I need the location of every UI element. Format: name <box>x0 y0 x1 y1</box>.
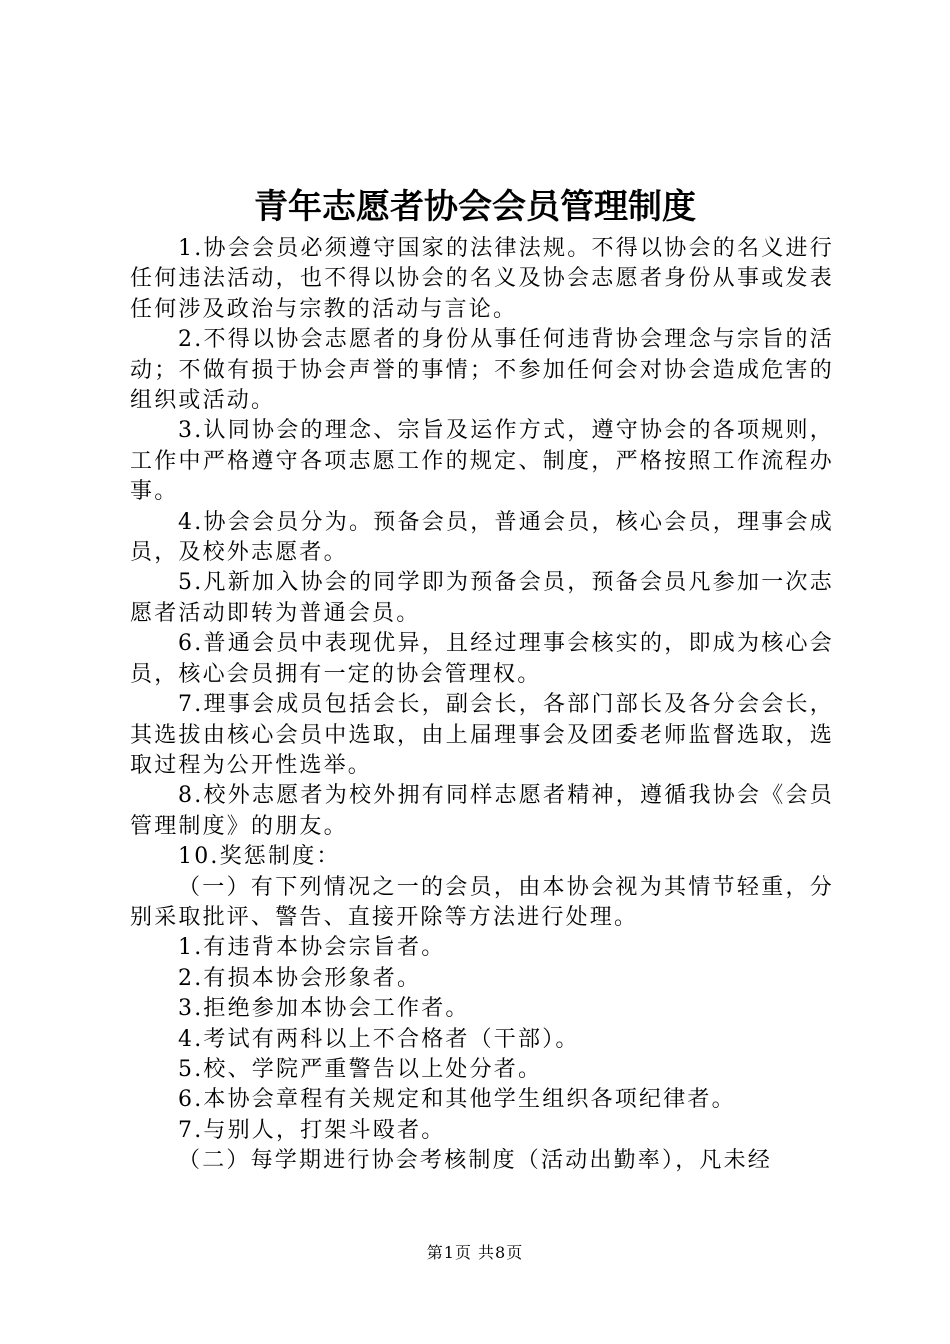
paragraph-7: 7.理事会成员包括会长，副会长，各部门部长及各分会会长，其选拔由核心会员中选取，由上届理事会及团委老师监督选取，选取过程为公开性选举。 <box>130 692 834 778</box>
list-item: 7.与别人，打架斗殴者。 <box>178 1117 446 1143</box>
paragraph-3: 3.认同协会的理念、宗旨及运作方式，遵守协会的各项规则，工作中严格遵守各项志愿工作的规定、制度，严格按照工作流程办事。 <box>130 418 834 505</box>
list-item: 3.拒绝参加本协会工作者。 <box>178 996 470 1022</box>
paragraph-8: 8.校外志愿者为校外拥有同样志愿者精神，遵循我协会《会员管理制度》的朋友。 <box>130 783 834 839</box>
page-number: 第1页 共8页 <box>426 1243 524 1262</box>
list-item: 5.校、学院严重警告以上处分者。 <box>178 1056 543 1082</box>
subsection-2: （二）每学期进行协会考核制度（活动出勤率），凡未经 <box>178 1148 773 1174</box>
subsection-1: （一）有下列情况之一的会员，由本协会视为其情节轻重，分别采取批评、警告、直接开除等方法进行处理。 <box>130 874 834 930</box>
list-item: 6.本协会章程有关规定和其他学生组织各项纪律者。 <box>178 1087 736 1113</box>
paragraph-5: 5.凡新加入协会的同学即为预备会员，预备会员凡参加一次志愿者活动即转为普通会员。 <box>130 570 834 626</box>
section-heading-rewards: 10.奖惩制度： <box>178 844 341 870</box>
paragraph-2: 2.不得以协会志愿者的身份从事任何违背协会理念与宗旨的活动；不做有损于协会声誉的事情；不参加任何会对协会造成危害的组织或活动。 <box>130 327 834 414</box>
paragraph-4: 4.协会会员分为。预备会员，普通会员，核心会员，理事会成员，及校外志愿者。 <box>130 509 834 566</box>
paragraph-6: 6.普通会员中表现优异，且经过理事会核实的，即成为核心会员，核心会员拥有一定的协会管理权。 <box>130 631 834 687</box>
list-item: 2.有损本协会形象者。 <box>178 965 422 991</box>
list-item: 4.考试有两科以上不合格者（干部）。 <box>178 1026 580 1052</box>
document-body <box>130 234 834 1177</box>
paragraph-1: 1.协会会员必须遵守国家的法律法规。不得以协会的名义进行任何违法活动，也不得以协会的名义及协会志愿者身份从事或发表任何涉及政治与宗教的活动与言论。 <box>130 236 834 322</box>
list-item: 1.有违背本协会宗旨者。 <box>178 935 446 961</box>
document-title: 青年志愿者协会会员管理制度 <box>254 187 696 227</box>
